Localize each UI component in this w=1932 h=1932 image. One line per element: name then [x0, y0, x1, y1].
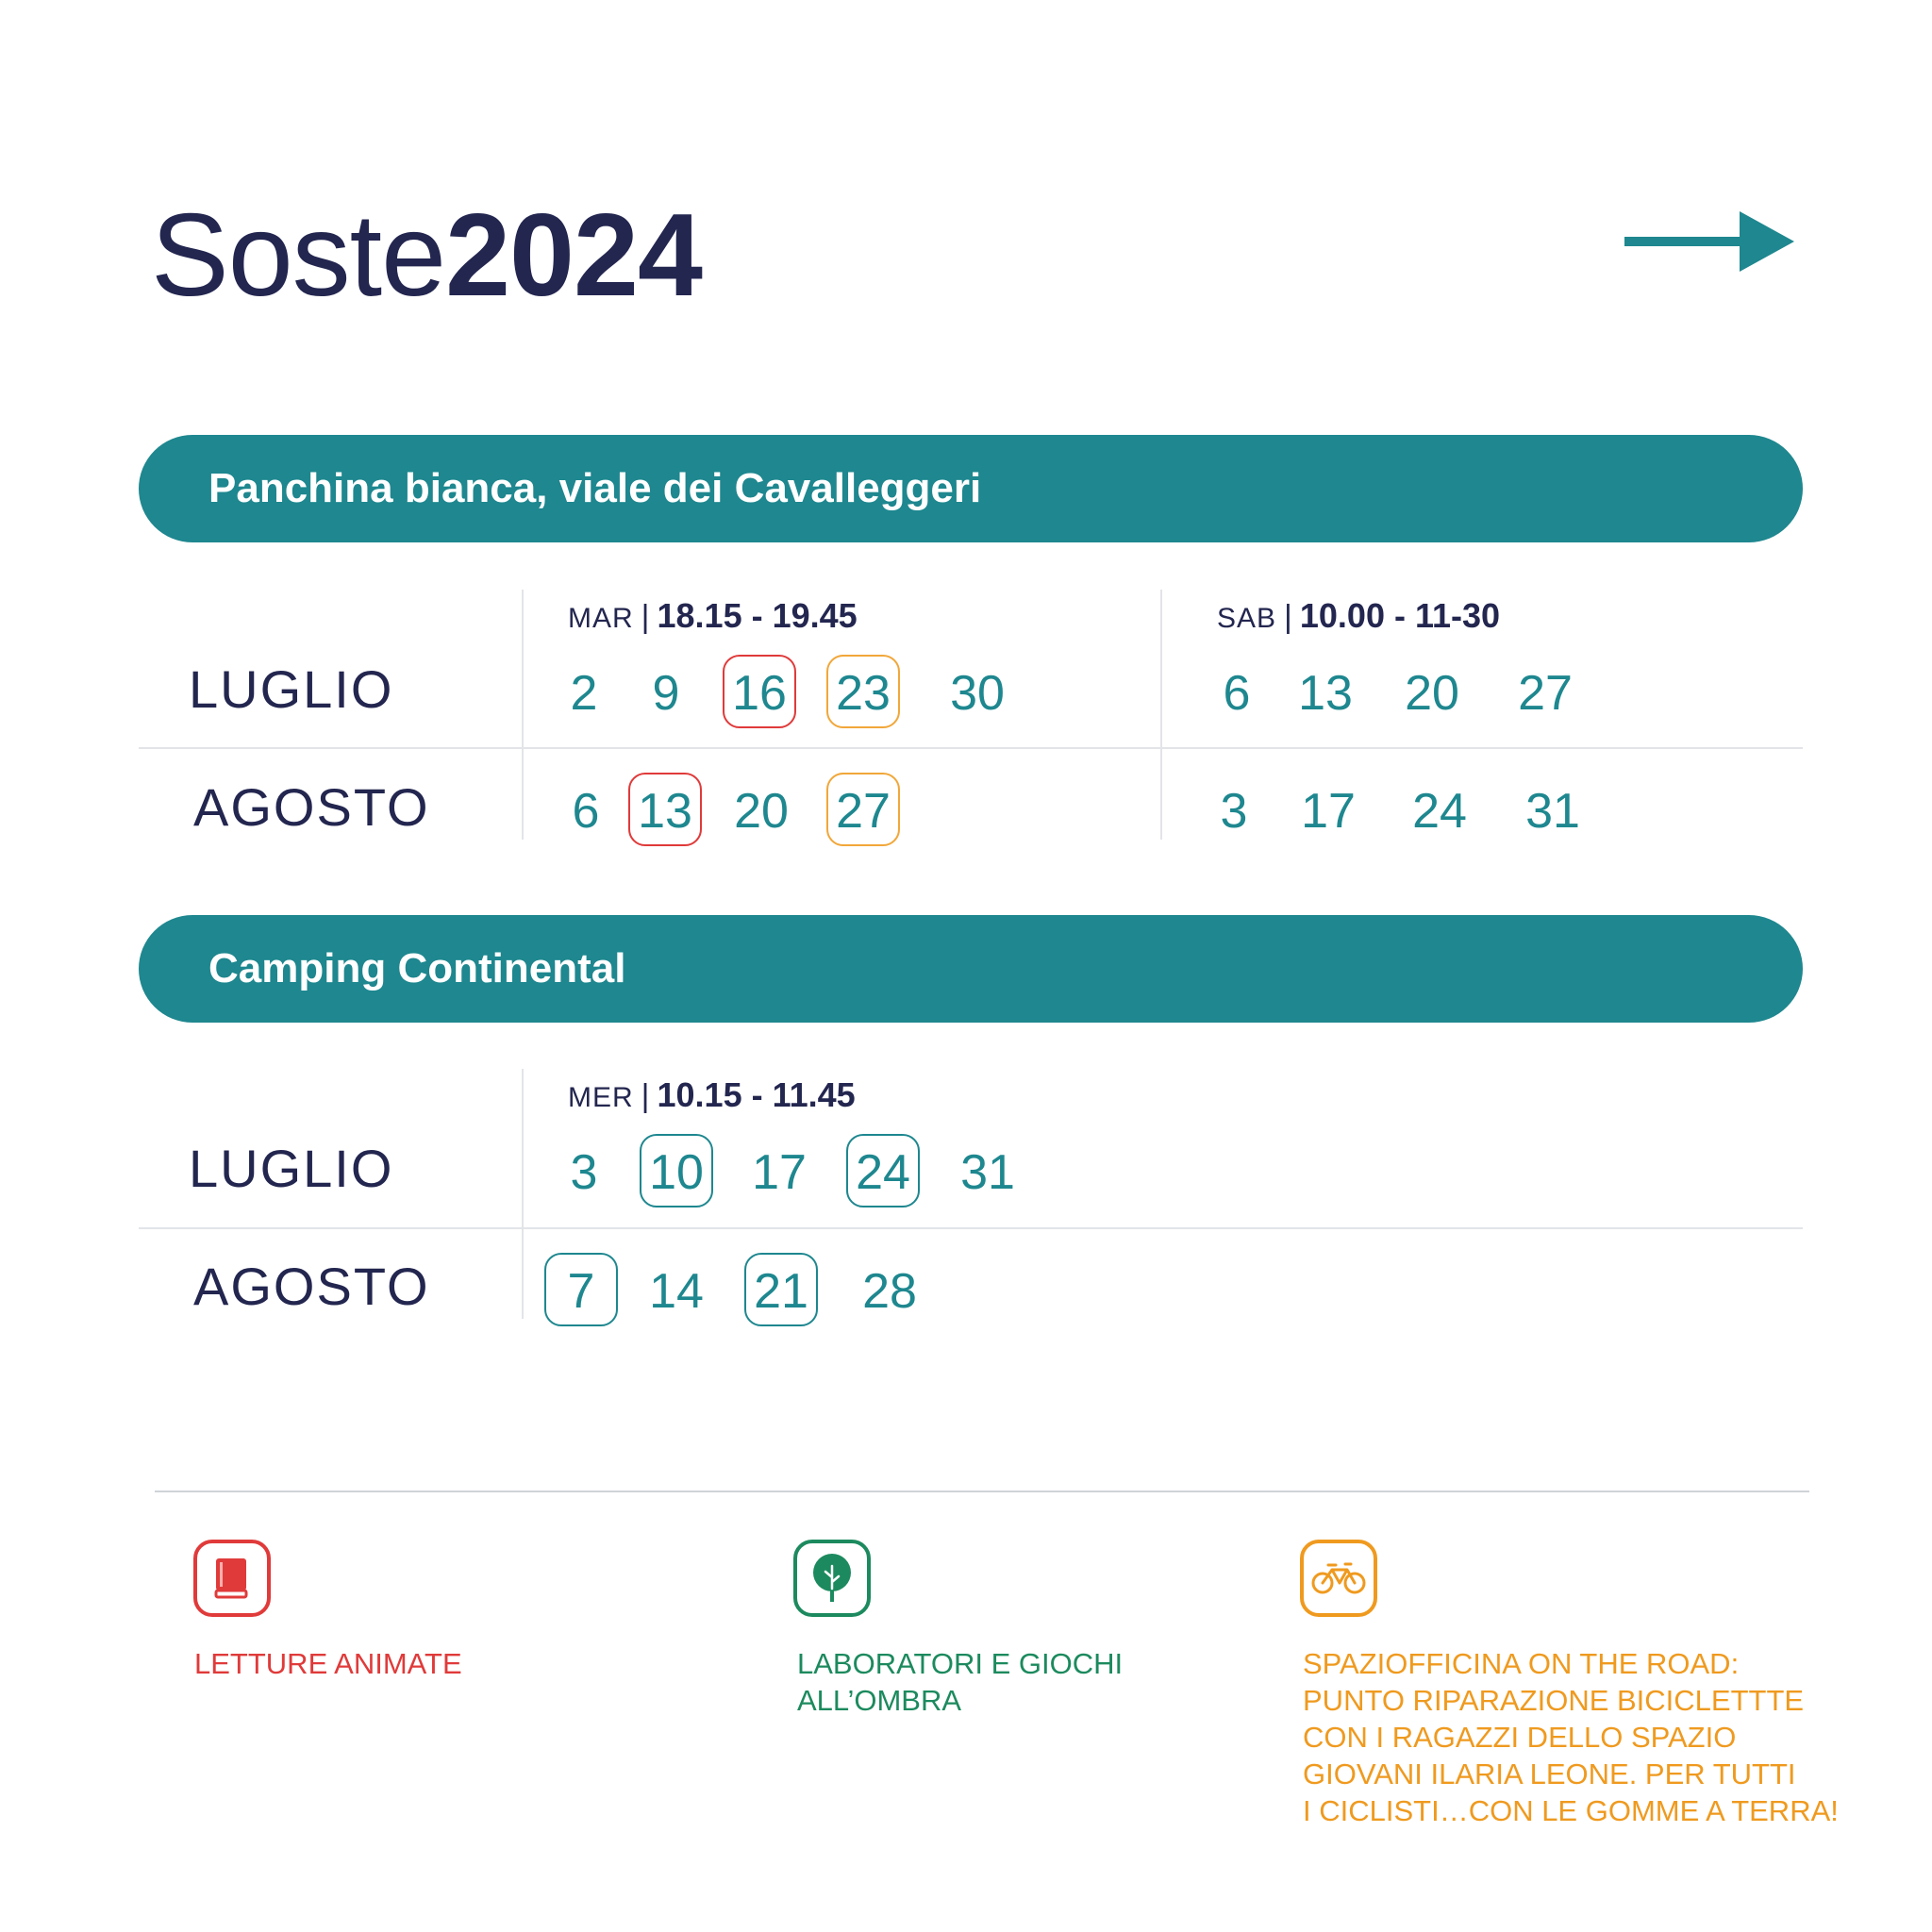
date-cell: 2: [570, 666, 598, 721]
schedule-label-tuesday: [568, 596, 858, 636]
schedule-time: 10.00 - 11-30: [1299, 596, 1501, 635]
title-year: 2024: [445, 191, 702, 321]
month-label-agosto: AGOSTO: [193, 777, 430, 837]
date-cell: 6: [1223, 666, 1251, 721]
month-label-agosto: AGOSTO: [193, 1257, 430, 1316]
book-icon: [193, 1540, 271, 1617]
date-cell: 24: [1412, 784, 1467, 839]
date-cell: 9: [652, 666, 680, 721]
schedule-time: 18.15 - 19.45: [657, 596, 858, 635]
schedule-label-wednesday: [568, 1075, 856, 1115]
schedule-day: MAR: [568, 603, 634, 634]
date-cell-laboratori: 21: [744, 1253, 818, 1326]
schedule-day: MER: [568, 1082, 634, 1113]
legend-label-letture: [194, 1645, 462, 1682]
date-cell-spaziofficina: 27: [826, 773, 900, 846]
schedule-separator: |: [1284, 599, 1292, 635]
location-banner-panchina: [139, 435, 1803, 542]
schedule-day: SAB: [1217, 603, 1277, 634]
date-cell: 14: [649, 1264, 704, 1319]
legend-line: LETTURE ANIMATE: [194, 1647, 462, 1680]
date-cell: 6: [572, 784, 600, 839]
month-label-luglio: LUGLIO: [189, 1139, 394, 1198]
date-cell-laboratori: 7: [544, 1253, 618, 1326]
date-cell: 17: [1301, 784, 1356, 839]
date-cell: 17: [752, 1145, 807, 1200]
legend-line: LABORATORI E GIOCHI: [797, 1647, 1124, 1680]
tree-icon: [793, 1540, 871, 1617]
arrow-right-icon[interactable]: [1624, 211, 1794, 272]
legend-line: ALL’OMBRA: [797, 1684, 962, 1717]
location-title: Camping Continental: [208, 945, 626, 991]
location-title: Panchina bianca, viale dei Cavalleggeri: [208, 465, 982, 511]
schedule-separator: |: [641, 1078, 650, 1114]
row-divider: [139, 1227, 1803, 1229]
date-cell-letture: 13: [628, 773, 702, 846]
legend-label-laboratori: [797, 1645, 1123, 1719]
schedule-time: 10.15 - 11.45: [657, 1075, 856, 1114]
date-cell-spaziofficina: 23: [826, 655, 900, 728]
column-divider: [522, 1069, 524, 1319]
column-divider: [522, 590, 524, 840]
schedule-separator: |: [641, 599, 650, 635]
date-cell: 3: [1220, 784, 1248, 839]
location-banner-camping: [139, 915, 1803, 1023]
date-cell: 20: [1405, 666, 1459, 721]
page-title: [151, 185, 702, 326]
legend-line: GIOVANI ILARIA LEONE. PER TUTTI: [1303, 1757, 1796, 1790]
date-cell: 20: [734, 784, 789, 839]
date-cell: 31: [1525, 784, 1580, 839]
date-cell-laboratori: 10: [640, 1134, 713, 1208]
schedule-label-saturday: [1217, 596, 1500, 636]
date-cell: 30: [950, 666, 1005, 721]
date-cell: 31: [960, 1145, 1015, 1200]
legend-divider: [155, 1491, 1809, 1492]
date-cell: 13: [1298, 666, 1353, 721]
date-cell: 27: [1518, 666, 1573, 721]
bicycle-icon: [1300, 1540, 1377, 1617]
date-cell-laboratori: 24: [846, 1134, 920, 1208]
legend-line: PUNTO RIPARAZIONE BICICLETTTE: [1303, 1684, 1805, 1717]
date-cell: 3: [570, 1145, 598, 1200]
date-cell-letture: 16: [723, 655, 796, 728]
date-cell: 28: [862, 1264, 917, 1319]
legend-line: I CICLISTI…CON LE GOMME A TERRA!: [1303, 1794, 1839, 1827]
title-word: Soste: [151, 191, 446, 321]
row-divider: [139, 747, 1803, 749]
column-divider: [1160, 590, 1162, 840]
legend-line: CON I RAGAZZI DELLO SPAZIO: [1303, 1721, 1737, 1754]
legend-label-spaziofficina: [1303, 1645, 1839, 1829]
month-label-luglio: LUGLIO: [189, 659, 394, 719]
legend-line: SPAZIOFFICINA ON THE ROAD:: [1303, 1647, 1740, 1680]
